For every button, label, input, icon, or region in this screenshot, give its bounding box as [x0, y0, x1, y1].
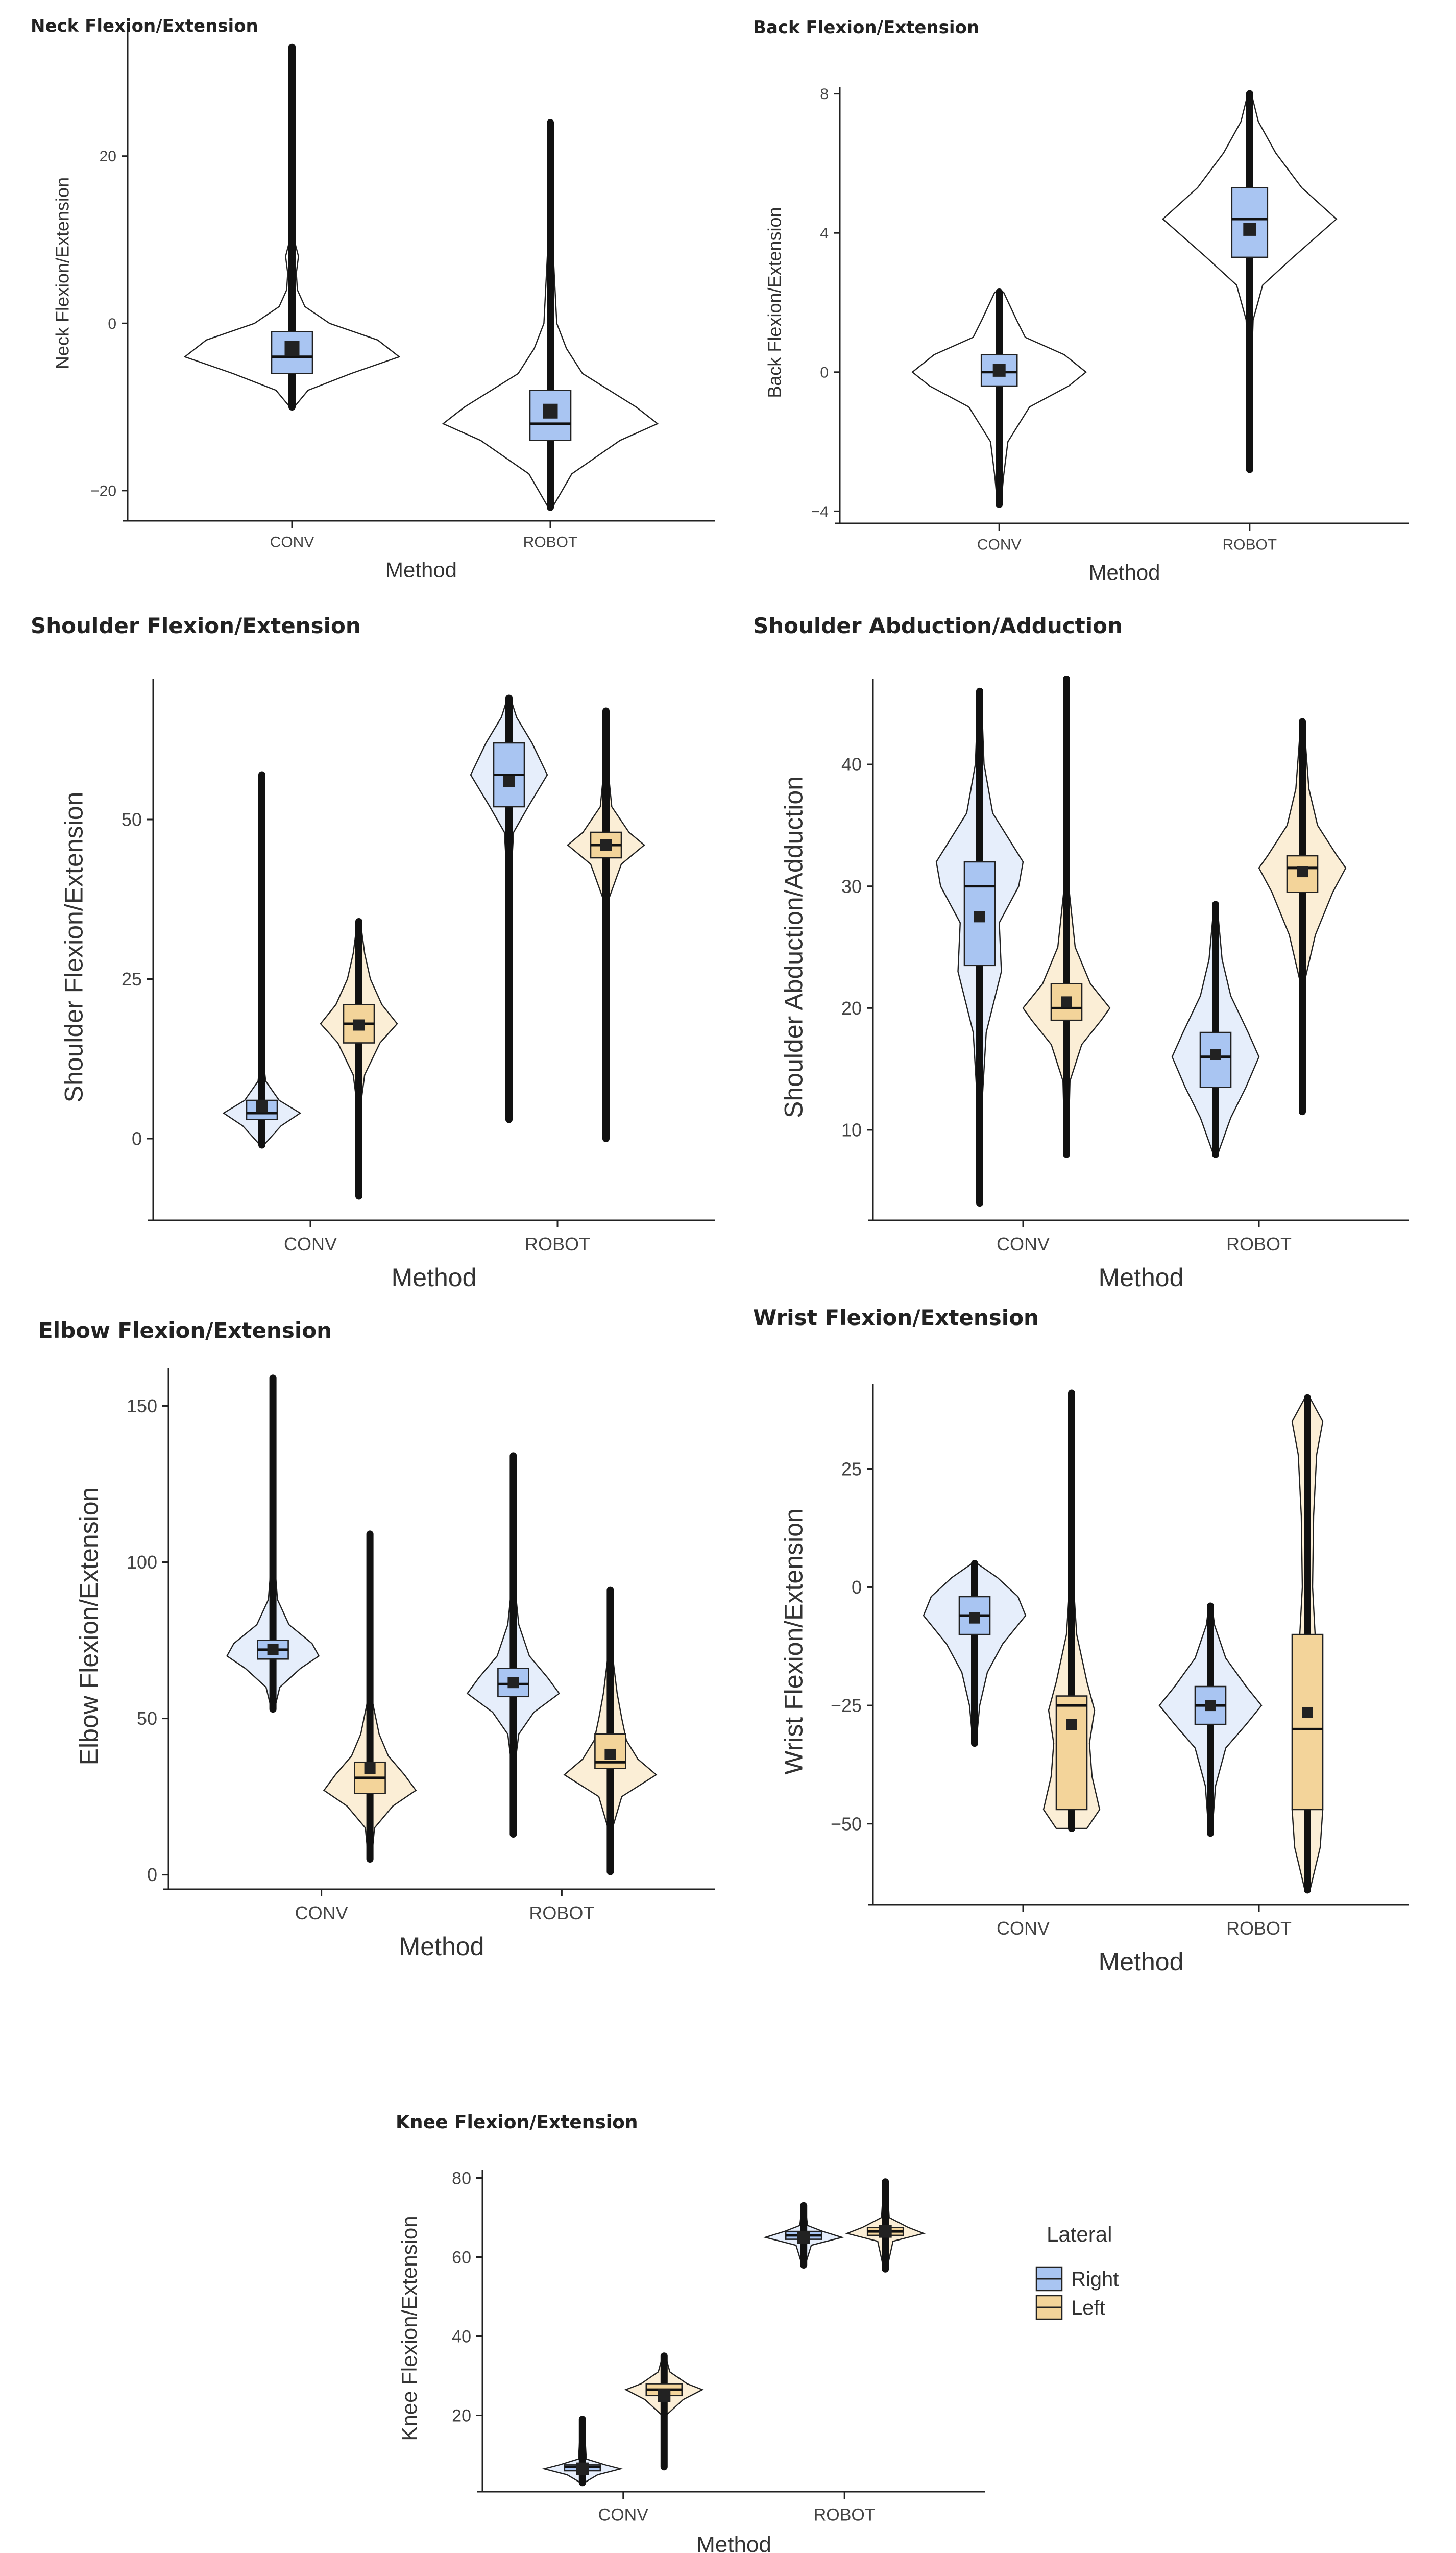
- violin-group-conv: [185, 47, 399, 407]
- y-axis-title: Shoulder Abduction/Adduction: [779, 776, 808, 1118]
- violin-group-conv-right: [924, 1563, 1026, 1743]
- x-tick-label: CONV: [598, 2505, 648, 2525]
- mean-marker: [576, 2463, 589, 2475]
- y-tick-label: 20: [99, 148, 116, 165]
- violin-group-robot-left: [847, 2182, 924, 2269]
- mean-marker: [1210, 1049, 1221, 1060]
- violin-group-conv-right: [224, 775, 300, 1145]
- mean-marker: [285, 341, 300, 356]
- mean-marker: [658, 2389, 670, 2402]
- mean-marker: [1066, 1719, 1077, 1730]
- y-tick-label: −25: [830, 1695, 862, 1716]
- x-tick-label: CONV: [977, 536, 1022, 553]
- violin-group-robot-right: [1172, 904, 1259, 1154]
- x-axis-title: Method: [385, 558, 457, 582]
- y-axis-title: Knee Flexion/Extension: [397, 2215, 422, 2441]
- y-tick-label: 40: [841, 754, 862, 775]
- x-tick-label: CONV: [270, 534, 314, 551]
- y-tick-label: 80: [452, 2169, 471, 2188]
- y-tick-label: 50: [121, 809, 142, 830]
- y-tick-label: 150: [126, 1395, 157, 1417]
- violin-group-robot-left: [1292, 1398, 1323, 1890]
- mean-marker: [1205, 1700, 1216, 1711]
- y-tick-label: 25: [121, 969, 142, 990]
- chart-title: Shoulder Flexion/Extension: [31, 613, 361, 638]
- mean-marker: [797, 2231, 810, 2244]
- violin-group-conv-left: [321, 922, 397, 1196]
- x-axis-title: Method: [391, 1263, 477, 1292]
- legend-item-left: [1036, 2296, 1105, 2319]
- mean-marker: [1243, 223, 1256, 236]
- y-tick-label: −20: [90, 483, 116, 500]
- chart-panel-back: [753, 17, 1409, 584]
- x-tick-label: ROBOT: [529, 1902, 595, 1923]
- box-iqr: [1056, 1696, 1087, 1810]
- violin-group-robot-right: [471, 699, 547, 1120]
- y-tick-label: 100: [126, 1552, 157, 1573]
- mean-marker: [268, 1644, 279, 1655]
- y-tick-label: 0: [108, 315, 116, 332]
- x-tick-label: CONV: [295, 1902, 348, 1923]
- violin-group-conv-left: [1044, 1393, 1100, 1829]
- violin-group-conv-right: [936, 691, 1023, 1203]
- violin-group-robot: [443, 123, 658, 507]
- legend-title: Lateral: [1047, 2222, 1112, 2246]
- violin-group-conv-left: [324, 1534, 416, 1859]
- mean-marker: [1302, 1707, 1313, 1718]
- chart-panel-neck: [31, 16, 715, 582]
- mean-marker: [1061, 996, 1072, 1007]
- y-tick-label: 0: [131, 1128, 142, 1149]
- violin-group-robot-right: [467, 1456, 559, 1834]
- y-tick-label: 0: [820, 364, 829, 381]
- violin-group-conv: [912, 292, 1086, 504]
- y-tick-label: 10: [841, 1119, 862, 1141]
- mean-marker: [600, 839, 612, 851]
- x-tick-label: ROBOT: [1226, 1234, 1292, 1255]
- x-axis-title: Method: [1098, 1947, 1184, 1976]
- chart-title: Neck Flexion/Extension: [31, 16, 258, 36]
- chart-title: Elbow Flexion/Extension: [38, 1318, 332, 1343]
- chart-panel-knee: [396, 2112, 985, 2553]
- y-tick-label: −4: [811, 503, 829, 520]
- y-axis-title: Back Flexion/Extension: [764, 207, 785, 398]
- violin-group-conv-right: [227, 1378, 319, 1709]
- y-axis-title: Elbow Flexion/Extension: [75, 1487, 104, 1766]
- mean-marker: [879, 2225, 892, 2238]
- violin-group-robot-right: [765, 2206, 842, 2265]
- y-tick-label: 8: [820, 86, 829, 103]
- y-tick-label: 20: [452, 2406, 471, 2426]
- violin-group-robot-left: [1259, 722, 1346, 1112]
- chart-title: Shoulder Abduction/Adduction: [753, 613, 1123, 638]
- mean-marker: [604, 1749, 616, 1760]
- violin-group-robot-left: [564, 1591, 656, 1872]
- violin-group-conv-right: [544, 2419, 621, 2483]
- mean-marker: [993, 364, 1006, 377]
- y-tick-label: 4: [820, 225, 829, 242]
- y-tick-label: 40: [452, 2327, 471, 2347]
- violin-group-robot-left: [568, 711, 644, 1139]
- y-tick-label: 25: [841, 1458, 862, 1480]
- mean-marker: [256, 1101, 268, 1113]
- legend-label: Right: [1071, 2268, 1119, 2291]
- violin-group-conv-left: [1023, 679, 1110, 1154]
- chart-title: Back Flexion/Extension: [753, 17, 980, 38]
- x-tick-label: ROBOT: [813, 2505, 876, 2525]
- y-tick-label: 60: [452, 2248, 471, 2268]
- chart-panel-shoulder_aa: [753, 613, 1409, 1292]
- y-tick-label: 0: [851, 1577, 862, 1598]
- chart-panel-elbow: [38, 1318, 715, 1961]
- violin-group-robot-right: [1159, 1606, 1261, 1834]
- x-tick-label: ROBOT: [523, 534, 578, 551]
- mean-marker: [365, 1763, 376, 1774]
- chart-panel-wrist: [753, 1305, 1409, 1976]
- legend: [1036, 2222, 1119, 2319]
- y-tick-label: 30: [841, 876, 862, 897]
- x-axis-title: Method: [1098, 1263, 1184, 1292]
- mean-marker: [969, 1612, 980, 1624]
- y-tick-label: 0: [147, 1864, 157, 1886]
- y-axis-title: Wrist Flexion/Extension: [779, 1508, 808, 1775]
- chart-title: Knee Flexion/Extension: [396, 2112, 638, 2133]
- x-axis-title: Method: [1088, 560, 1160, 585]
- legend-item-right: [1036, 2267, 1119, 2291]
- violin-group-robot: [1163, 94, 1337, 470]
- x-tick-label: CONV: [283, 1234, 337, 1255]
- mean-marker: [503, 776, 515, 787]
- mean-marker: [974, 911, 985, 922]
- x-axis-title: Method: [696, 2532, 771, 2553]
- x-tick-label: ROBOT: [1222, 536, 1277, 553]
- mean-marker: [507, 1677, 519, 1688]
- y-tick-label: 20: [841, 997, 862, 1019]
- box-iqr: [1292, 1634, 1323, 1810]
- mean-marker: [543, 404, 558, 419]
- x-tick-label: ROBOT: [524, 1234, 591, 1255]
- x-axis-title: Method: [399, 1932, 484, 1961]
- y-tick-label: 50: [136, 1708, 157, 1729]
- x-tick-label: CONV: [996, 1918, 1050, 1939]
- mean-marker: [353, 1020, 365, 1031]
- chart-panel-shoulder_fe: [31, 613, 715, 1292]
- y-axis-title: Neck Flexion/Extension: [52, 177, 73, 370]
- chart-title: Wrist Flexion/Extension: [753, 1305, 1039, 1330]
- legend-label: Left: [1071, 2297, 1105, 2319]
- mean-marker: [1297, 866, 1308, 877]
- violin-group-conv-left: [626, 2356, 702, 2467]
- x-tick-label: CONV: [996, 1234, 1050, 1255]
- box-iqr: [1232, 188, 1268, 257]
- y-tick-label: −50: [830, 1813, 862, 1835]
- x-tick-label: ROBOT: [1226, 1918, 1292, 1939]
- y-axis-title: Shoulder Flexion/Extension: [59, 791, 88, 1103]
